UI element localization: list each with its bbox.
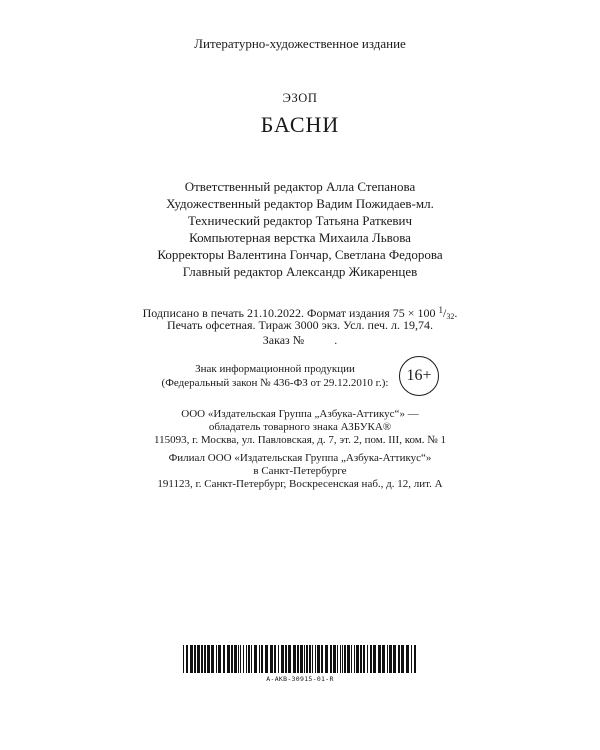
info-sign-line1: Знак информационной продукции: [195, 363, 355, 375]
credit-responsible-editor: Ответственный редактор Алла Степанова: [184, 179, 416, 194]
branch-name-line: Филиал ООО «Издательская Группа „Азбука-Аттикус“»: [168, 452, 432, 464]
imprint-signed-text: Подписано в печать 21.10.2022. Формат издания 75 × 100: [142, 306, 439, 320]
imprint-line-signed: [0, 303, 600, 321]
credit-proofreaders: Корректоры Валентина Гончар, Светлана Федорова: [157, 247, 443, 262]
credit-technical-editor: Технический редактор Татьяна Раткевич: [187, 213, 413, 228]
credit-art-editor: Художественный редактор Вадим Пожидаев-мл.: [166, 196, 434, 211]
age-rating-badge: 16+: [399, 356, 439, 396]
credit-chief-editor: Главный редактор Александр Жикаренцев: [182, 264, 418, 279]
publisher-trademark-line: обладатель товарного знака АЗБУКА®: [208, 421, 392, 433]
imprint-line-end: .: [454, 306, 458, 320]
barcode-code: A-AKB-30915-01-R: [266, 675, 334, 683]
info-product-sign: [160, 362, 390, 390]
info-sign-line2: (Федеральный закон № 436-ФЗ от 29.12.2010 г.):: [161, 377, 389, 389]
publisher-name-line: ООО «Издательская Группа „Азбука-Аттикус“» —: [181, 408, 419, 420]
book-title: БАСНИ: [260, 112, 340, 137]
format-denominator: 32: [446, 312, 455, 321]
imprint-line-order: Заказ № .: [262, 333, 338, 347]
branch-city-line: в Санкт-Петербурге: [253, 465, 347, 477]
barcode-image: [183, 645, 417, 673]
credit-layout: Компьютерная верстка Михаила Львова: [189, 230, 411, 245]
branch-address-line: 191123, г. Санкт-Петербург, Воскресенская наб., д. 12, лит. А: [157, 478, 443, 490]
barcode-block: [183, 645, 417, 683]
imprint-block: [0, 303, 600, 348]
publisher-address-line: 115093, г. Москва, ул. Павловская, д. 7, эт. 2, пом. III, ком. № 1: [153, 434, 446, 446]
publisher-block: [0, 408, 600, 491]
genre-label: Литературно-художественное издание: [194, 36, 406, 51]
book-author: ЭЗОП: [282, 91, 318, 105]
staff-credits: [0, 178, 600, 263]
format-slash: /: [443, 306, 447, 320]
imprint-line-print: Печать офсетная. Тираж 3000 экз. Усл. печ. л. 19,74.: [166, 318, 434, 332]
format-numerator: 1: [438, 305, 444, 315]
